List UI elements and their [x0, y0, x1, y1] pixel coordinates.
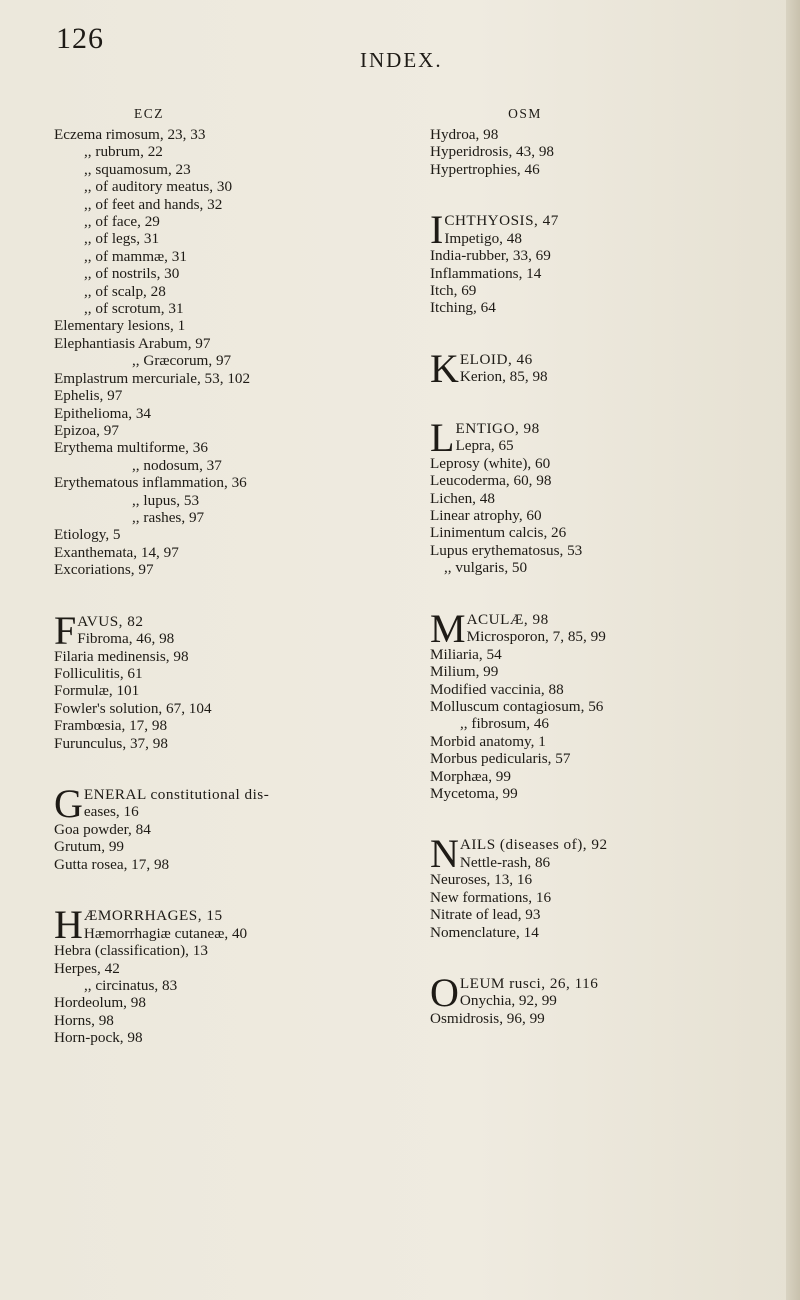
index-subentry: ,, of legs, 31 — [84, 230, 160, 248]
index-entry: Folliculitis, 61 — [54, 664, 143, 682]
index-entry: Impetigo, 48 — [444, 229, 522, 247]
section-heading-entry: ENTIGO, 98 — [455, 419, 540, 437]
index-entry: Onychia, 92, 99 — [459, 992, 557, 1010]
index-subentry: ,, lupus, 53 — [132, 491, 200, 509]
index-entry: Filaria medinensis, 98 — [54, 647, 189, 665]
index-entry: Nitrate of lead, 93 — [430, 906, 541, 924]
section-g — [54, 781, 394, 873]
catchword-left: ECZ — [134, 106, 164, 121]
index-entry: Fibroma, 46, 98 — [77, 629, 175, 647]
index-entry: Leprosy (white), 60 — [430, 454, 551, 472]
index-subentry: ,, squamosum, 23 — [84, 160, 191, 178]
drop-capital: I — [430, 207, 444, 253]
index-entry: Etiology, 5 — [54, 526, 121, 544]
index-subentry: ,, nodosum, 37 — [132, 456, 222, 474]
index-entry: Linear atrophy, 60 — [430, 507, 542, 525]
index-entry: Formulæ, 101 — [54, 682, 140, 700]
index-entry: Lupus erythematosus, 53 — [430, 541, 583, 559]
section-heading-entry: ACULÆ, 98 — [466, 610, 549, 628]
left-column — [54, 94, 394, 1047]
index-entry: Elementary lesions, 1 — [54, 317, 186, 335]
index-entry: Erythema multiforme, 36 — [54, 439, 208, 457]
section-m — [430, 605, 770, 803]
right-column — [430, 94, 770, 1027]
index-entry: Lichen, 48 — [430, 489, 495, 507]
section-heading-entry: ELOID, 46 — [459, 350, 533, 368]
index-entry: Morbus pedicularis, 57 — [430, 750, 571, 768]
index-subentry: ,, of auditory meatus, 30 — [84, 178, 233, 196]
index-subentry: ,, of feet and hands, 32 — [84, 195, 223, 213]
index-entry: Exanthemata, 14, 97 — [54, 543, 179, 561]
drop-capital: O — [430, 969, 459, 1015]
section-f — [54, 607, 394, 752]
index-subentry: ,, fibrosum, 46 — [460, 715, 550, 733]
index-entry: Hydroa, 98 — [430, 126, 499, 143]
section-heading-entry: ENERAL constitutional dis- — [83, 786, 270, 803]
index-entry: Kerion, 85, 98 — [459, 368, 548, 386]
index-entry: Milium, 99 — [430, 663, 499, 681]
index-subentry: ,, circinatus, 83 — [84, 977, 178, 995]
index-entry: Hypertrophies, 46 — [430, 160, 540, 178]
book-page-edge — [786, 0, 800, 1300]
drop-capital: F — [54, 607, 77, 653]
section-e — [54, 126, 394, 579]
index-entry: Frambœsia, 17, 98 — [54, 717, 168, 735]
index-entry: Nomenclature, 14 — [430, 923, 539, 941]
index-entry: Hordeolum, 98 — [54, 994, 146, 1012]
index-subentry: ,, vulgaris, 50 — [444, 559, 528, 577]
index-entry: Goa powder, 84 — [54, 821, 151, 838]
index-entry: Itch, 69 — [430, 282, 477, 300]
section-k — [430, 345, 770, 391]
section-i — [430, 207, 770, 317]
section-heading-entry: LEUM rusci, 26, 116 — [459, 974, 599, 992]
index-entry: Morphæa, 99 — [430, 767, 511, 785]
running-head: INDEX. — [360, 48, 443, 72]
index-entry: Neuroses, 13, 16 — [430, 871, 533, 889]
index-subentry: ,, of face, 29 — [84, 213, 160, 231]
index-entry: Ephelis, 97 — [54, 387, 123, 405]
index-entry: Fowler's solution, 67, 104 — [54, 699, 212, 717]
index-entry: Itching, 64 — [430, 299, 496, 317]
index-entry: Epizoa, 97 — [54, 421, 119, 439]
section-h-cont — [430, 126, 770, 178]
section-l — [430, 414, 770, 577]
catchword-right: OSM — [508, 106, 542, 121]
index-entry: Horn-pock, 98 — [54, 1029, 143, 1047]
index-entry: Miliaria, 54 — [430, 645, 502, 663]
index-entry: Eczema rimosum, 23, 33 — [54, 126, 206, 143]
index-entry: Osmidrosis, 96, 99 — [430, 1009, 545, 1027]
page-number: 126 — [56, 22, 104, 55]
index-entry: Epithelioma, 34 — [54, 404, 152, 422]
index-entry: Lepra, 65 — [455, 437, 514, 455]
index-entry: Horns, 98 — [54, 1011, 114, 1029]
section-n — [430, 831, 770, 941]
index-entry: Microsporon, 7, 85, 99 — [466, 628, 606, 646]
index-entry: Erythematous inflammation, 36 — [54, 474, 247, 492]
index-subentry: ,, of scalp, 28 — [84, 282, 166, 300]
section-h — [54, 902, 394, 1047]
index-entry: eases, 16 — [83, 803, 139, 821]
section-o — [430, 969, 770, 1027]
index-entry: Emplastrum mercuriale, 53, 102 — [54, 369, 251, 387]
drop-capital: G — [54, 781, 83, 826]
index-entry: Morbid anatomy, 1 — [430, 732, 546, 750]
drop-capital: K — [430, 345, 459, 391]
index-entry: India-rubber, 33, 69 — [430, 247, 551, 265]
index-subentry: ,, rubrum, 22 — [84, 143, 163, 161]
index-subentry: ,, Græcorum, 97 — [132, 352, 232, 370]
drop-capital: M — [430, 605, 466, 651]
index-entry: Gutta rosea, 17, 98 — [54, 855, 170, 873]
index-subentry: ,, of scrotum, 31 — [84, 300, 184, 318]
index-entry: Elephantiasis Arabum, 97 — [54, 334, 211, 352]
section-heading-entry: AILS (diseases of), 92 — [459, 836, 608, 854]
index-subentry: ,, of mammæ, 31 — [84, 247, 187, 265]
section-heading-entry: ÆMORRHAGES, 15 — [83, 907, 223, 925]
index-entry: Grutum, 99 — [54, 838, 125, 856]
index-entry: Mycetoma, 99 — [430, 784, 518, 802]
index-subentry: ,, rashes, 97 — [132, 508, 205, 526]
section-heading-entry: AVUS, 82 — [77, 612, 144, 630]
index-entry: Hæmorrhagiæ cutaneæ, 40 — [83, 924, 248, 942]
index-entry: Modified vaccinia, 88 — [430, 680, 564, 698]
drop-capital: H — [54, 902, 83, 948]
index-entry: Furunculus, 37, 98 — [54, 734, 168, 752]
index-subentry: ,, of nostrils, 30 — [84, 265, 180, 283]
index-entry: Inflammations, 14 — [430, 264, 542, 282]
index-entry: Nettle-rash, 86 — [459, 853, 551, 871]
drop-capital: L — [430, 414, 455, 460]
index-entry: Linimentum calcis, 26 — [430, 524, 567, 542]
index-entry: Molluscum contagiosum, 56 — [430, 697, 604, 715]
index-entry: Hyperidrosis, 43, 98 — [430, 143, 555, 161]
drop-capital: N — [430, 831, 459, 877]
index-entry: New formations, 16 — [430, 888, 552, 906]
section-heading-entry: CHTHYOSIS, 47 — [444, 212, 559, 230]
index-entry: Leucoderma, 60, 98 — [430, 472, 552, 490]
index-entry: Herpes, 42 — [54, 959, 120, 977]
index-entry: Hebra (classification), 13 — [54, 942, 208, 960]
index-entry: Excoriations, 97 — [54, 561, 154, 579]
